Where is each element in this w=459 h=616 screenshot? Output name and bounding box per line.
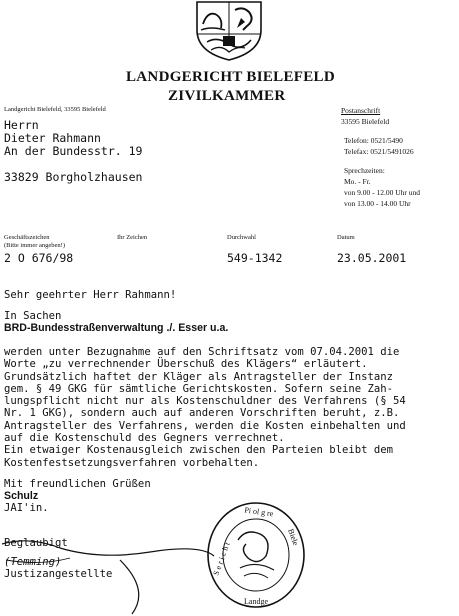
svg-text:S e r i c h t: S e r i c h t — [211, 541, 232, 577]
salutation: Sehr geehrter Herr Rahmann! — [4, 289, 177, 301]
matter-title: BRD-Bundesstraßenverwaltung ./. Esser u.a. — [4, 322, 229, 334]
body-line: werden unter Bezugnahme auf den Schriftsatz vom 07.04.2001 die — [4, 346, 400, 358]
svg-text:Pi ol g re: Pi ol g re — [243, 505, 274, 519]
chamber-name: ZIVILKAMMER — [168, 88, 286, 104]
closing-greeting: Mit freundlichen Grüßen — [4, 478, 151, 490]
body-line: gem. § 49 GKG für sämtliche Gerichtskosten. Sofern seine Zah- — [4, 382, 394, 395]
recipient-city: 33829 Borgholzhausen — [4, 170, 143, 184]
postal-address: 33595 Bielefeld — [341, 117, 390, 126]
svg-text:Biele: Biele — [286, 527, 301, 547]
body-line: Worte „zu verrechnender Überschuß des Klägers“ erläutert. — [4, 358, 368, 371]
body-line: Nr. 1 GKG), sondern auch auf anderen Vorschriften beruht, z.B. — [4, 407, 400, 420]
recipient-street: An der Bundesstr. 19 — [4, 144, 143, 158]
phone-number: Telefon: 0521/5490 — [344, 136, 403, 145]
body-line: lungspflicht nicht nur als Kostenschuldner des Verfahrens (§ 54 — [4, 395, 406, 408]
matter-label: In Sachen — [4, 310, 62, 322]
recipient-salutation: Herrn — [4, 118, 39, 132]
body-paragraph — [4, 346, 406, 469]
coat-of-arms-emblem — [193, 0, 265, 62]
case-number-note: (Bitte immer angeben!) — [4, 242, 66, 249]
body-line: Antragsteller des Verfahrens, werden die Kosten einbehalten und — [4, 419, 406, 432]
signer-title: JAI'in. — [4, 502, 49, 514]
body-line: Grundsätzlich haftet der Kläger als Antragsteller der Instanz — [4, 370, 394, 383]
letter-date: 23.05.2001 — [337, 251, 407, 265]
hours-afternoon: von 13.00 - 14.00 Uhr — [344, 199, 411, 208]
postal-label: Postanschrift — [341, 106, 381, 115]
fax-number: Telefax: 0521/5491026 — [344, 147, 414, 156]
date-label: Datum — [337, 234, 355, 241]
case-number-label: Geschäftszeichen — [4, 234, 50, 241]
clerk-name: (Temming) — [4, 556, 62, 568]
certification-label: Beglaubigt — [4, 537, 68, 549]
your-reference-label: Ihr Zeichen — [117, 234, 148, 241]
extension-number: 549-1342 — [227, 251, 283, 265]
signer-name: Schulz — [4, 490, 39, 502]
official-seal-stamp — [204, 500, 308, 610]
extension-label: Durchwahl — [227, 234, 256, 241]
body-line: Kostenfestsetzungsverfahren vorbehalten. — [4, 456, 260, 469]
return-address: Landgericht Bielefeld, 33595 Bielefeld — [4, 106, 106, 113]
recipient-name: Dieter Rahmann — [4, 131, 101, 145]
court-name: LANDGERICHT BIELEFELD — [126, 69, 335, 85]
case-number: 2 O 676/98 — [4, 251, 74, 265]
hours-days: Mo. - Fr. — [344, 177, 371, 186]
body-line: auf die Kostenschuld des Gegners verrechnet. — [4, 432, 285, 445]
hours-label: Sprechzeiten: — [344, 166, 385, 175]
clerk-title: Justizangestellte — [4, 568, 113, 580]
body-line: Ein etwaiger Kostenausgleich zwischen den Parteien bleibt dem — [4, 444, 394, 457]
svg-text:Landge: Landge — [244, 597, 268, 606]
hours-morning: von 9.00 - 12.00 Uhr und — [344, 188, 421, 197]
